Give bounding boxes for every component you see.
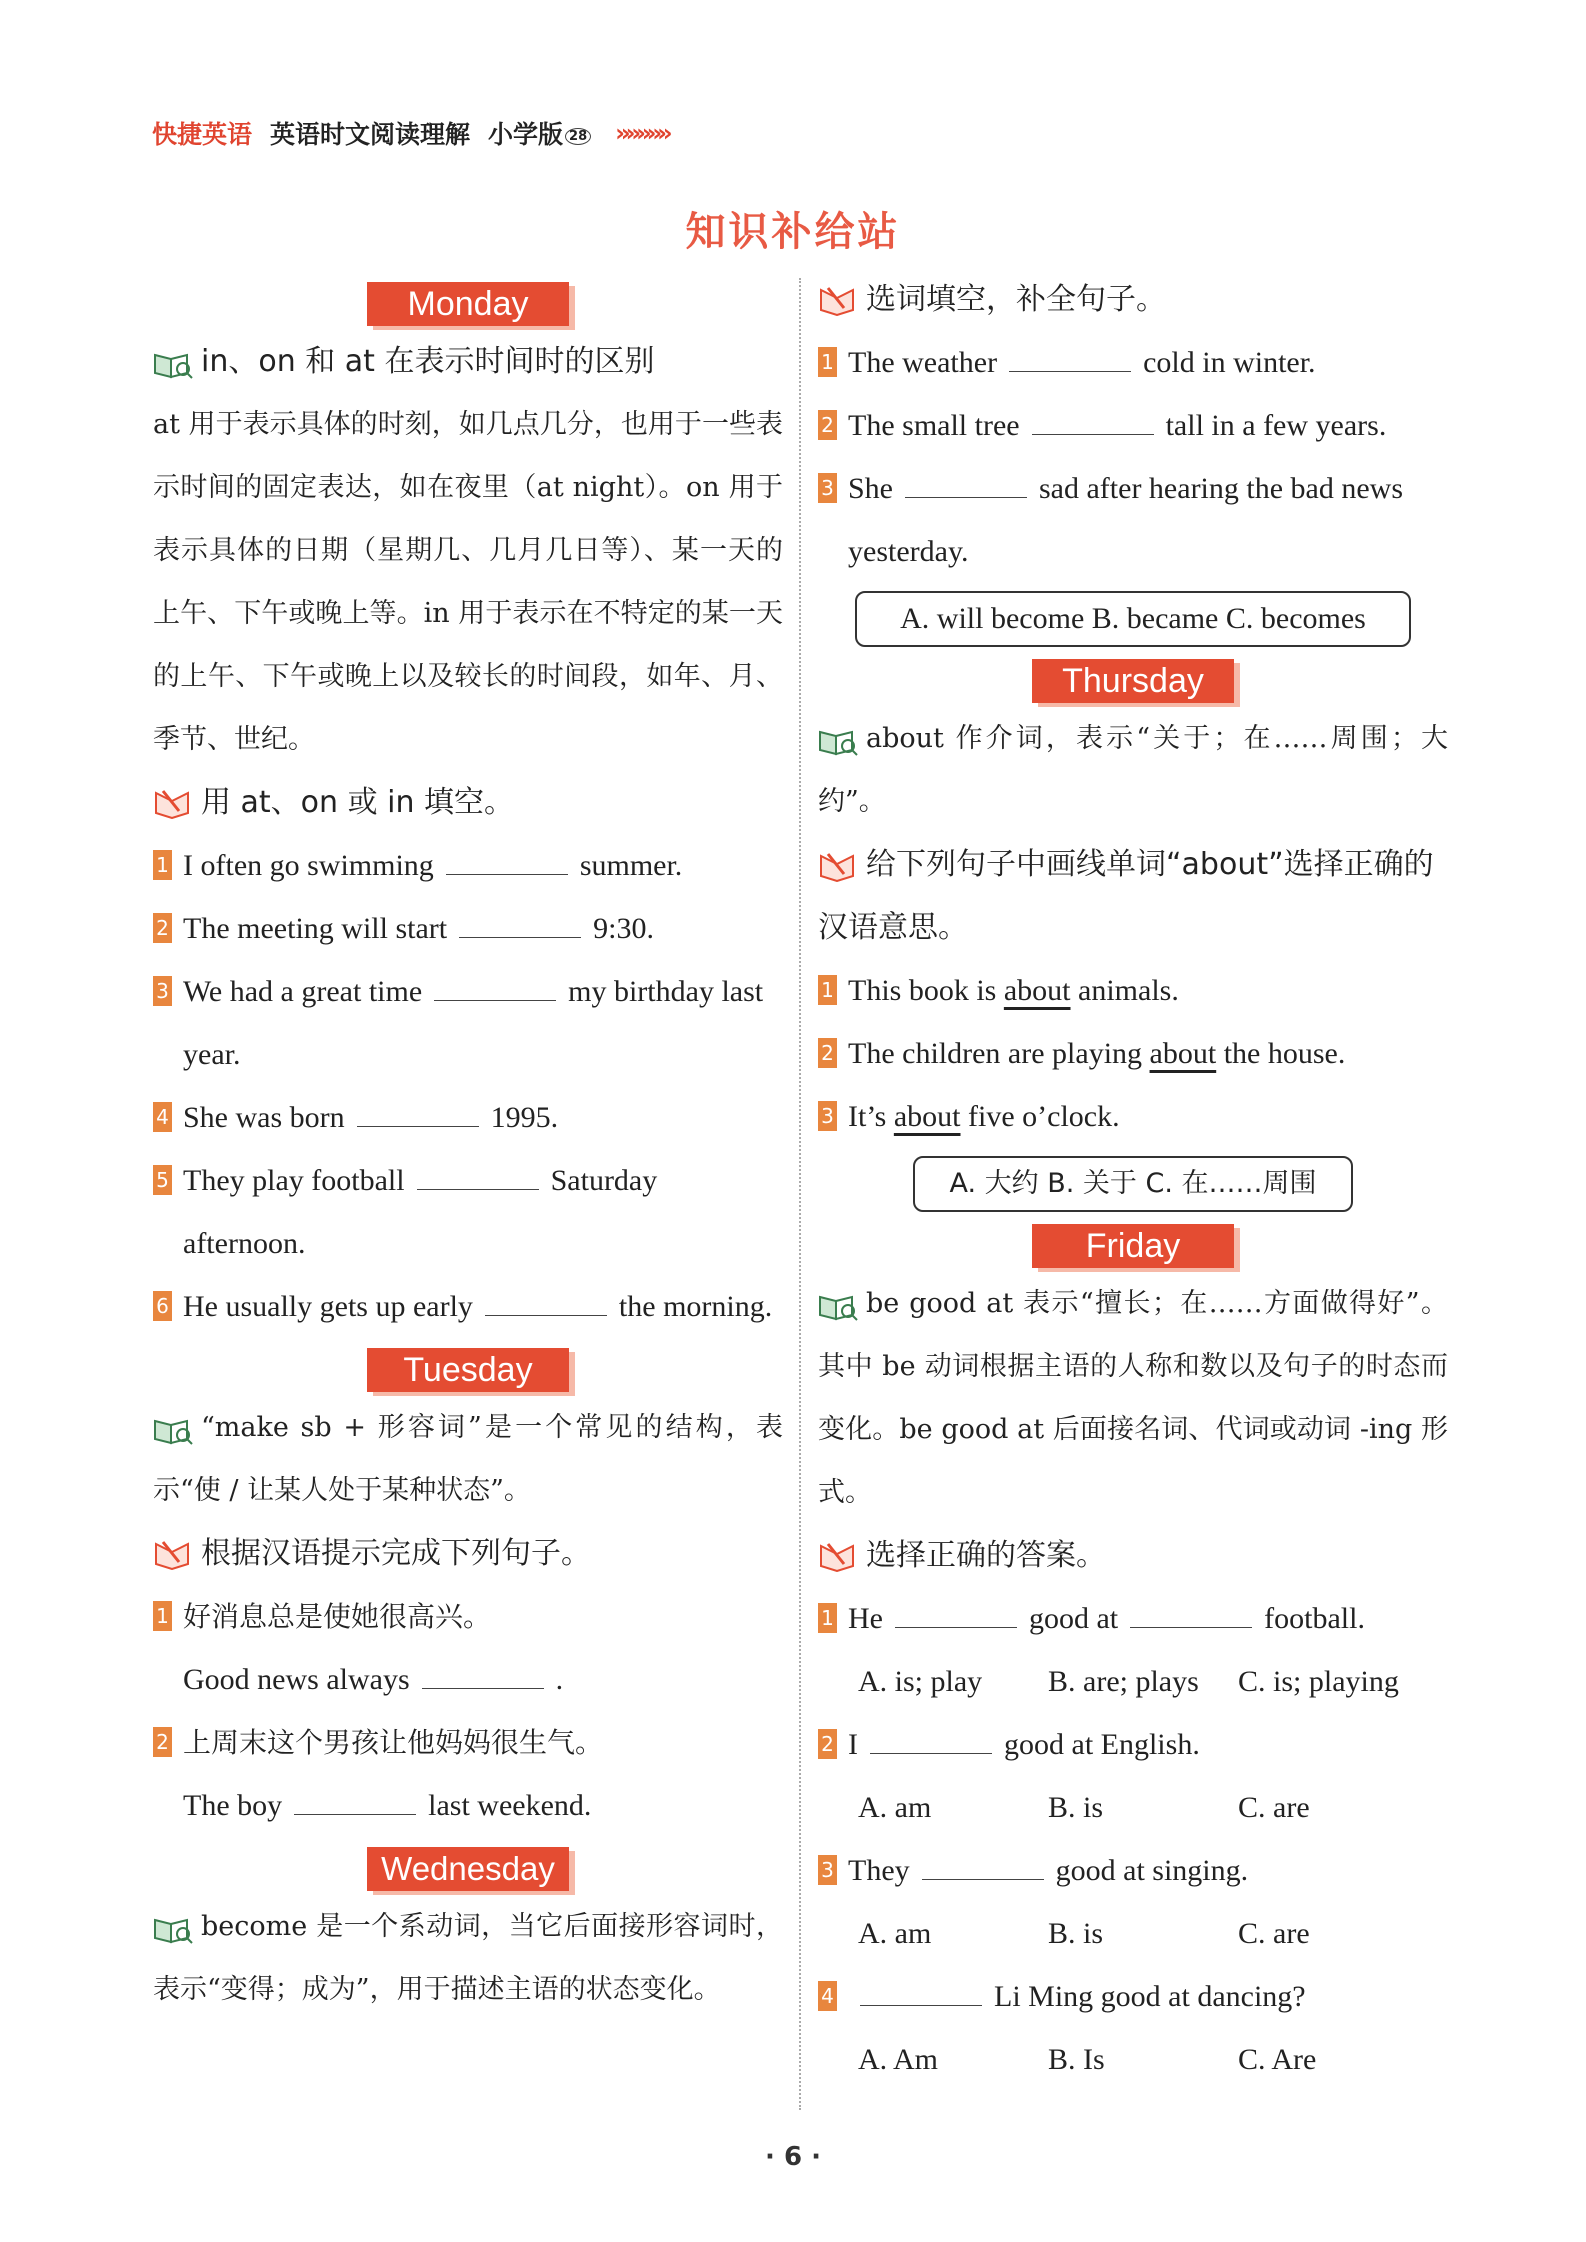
question-item: 3 We had a great time my birthday last year. bbox=[153, 960, 783, 1086]
right-column bbox=[818, 278, 1448, 2091]
day-banner-wednesday: Wednesday bbox=[367, 1847, 569, 1891]
question-number: 2 bbox=[153, 913, 172, 943]
arrows-icon: »»»»» bbox=[615, 119, 668, 147]
task-instruction: 给下列句子中画线单词“about”选择正确的汉语意思。 bbox=[818, 847, 1434, 945]
question-item: 1 He good at football. bbox=[818, 1587, 1448, 1650]
question-item: 4 She was born 1995. bbox=[153, 1086, 783, 1149]
question-item: 5 They play football Saturday afternoon. bbox=[153, 1149, 783, 1275]
task-instruction: 用 at、on 或 in 填空。 bbox=[153, 771, 783, 834]
question-number: 2 bbox=[818, 1038, 837, 1068]
option-a[interactable]: A. is; play bbox=[858, 1665, 983, 1698]
answer-blank[interactable] bbox=[1032, 411, 1154, 435]
edition-number: 28 bbox=[565, 128, 591, 145]
question-item: 3 It’s about five o’clock. bbox=[818, 1085, 1448, 1148]
pencil-icon bbox=[818, 850, 858, 882]
answer-blank[interactable] bbox=[905, 474, 1027, 498]
question-number: 6 bbox=[153, 1291, 172, 1321]
answer-options bbox=[818, 1776, 1448, 1839]
option-c[interactable]: C. Are bbox=[1238, 2043, 1317, 2076]
question-number: 1 bbox=[818, 1603, 837, 1633]
page-title: 知识补给站 bbox=[685, 209, 901, 255]
note-body: at 用于表示具体的时刻，如几点几分，也用于一些表示时间的固定表达，如在夜里（at night）。on 用于表示具体的日期（星期几、几月几日等）、某一天的上午、下午或晚上等。in 用于表示在不特定的某一天的上午、下午或晚上以及较长的时间段，如年、月、季节、世纪。 bbox=[153, 409, 783, 755]
question-number: 2 bbox=[818, 410, 837, 440]
answer-blank[interactable] bbox=[860, 1982, 982, 2006]
question-number: 4 bbox=[818, 1981, 837, 2011]
day-banner-monday: Monday bbox=[367, 282, 569, 326]
answer-blank[interactable] bbox=[895, 1604, 1017, 1628]
underlined-word: about bbox=[893, 1100, 961, 1133]
question-item: 4 Li Ming good at dancing? bbox=[818, 1965, 1448, 2028]
question-item: 1 I often go swimming summer. bbox=[153, 834, 783, 897]
answer-blank[interactable] bbox=[422, 1665, 544, 1689]
question-item: 1 好消息总是使她很高兴。 bbox=[153, 1585, 783, 1648]
question-item: 2 The small tree tall in a few years. bbox=[818, 394, 1448, 457]
book-icon bbox=[153, 1413, 193, 1445]
answer-blank[interactable] bbox=[294, 1791, 416, 1815]
question-item: 1 The weather cold in winter. bbox=[818, 331, 1448, 394]
question-number: 1 bbox=[153, 850, 172, 880]
book-icon bbox=[818, 1289, 858, 1321]
answer-line: The boy last weekend. bbox=[183, 1789, 592, 1822]
task-instruction: 选择正确的答案。 bbox=[818, 1524, 1448, 1587]
pencil-icon bbox=[818, 284, 858, 316]
question-number: 3 bbox=[818, 473, 837, 503]
option-a[interactable]: A. Am bbox=[858, 2043, 939, 2076]
book-header bbox=[152, 113, 668, 153]
page-number: · 6 · bbox=[765, 2142, 821, 2172]
note-body: about 作介词，表示“关于；在……周围；大约”。 bbox=[818, 723, 1448, 817]
option-c[interactable]: C. are bbox=[1238, 1791, 1310, 1824]
note-body: become 是一个系动词，当它后面接形容词时，表示“变得；成为”，用于描述主语的状态变化。 bbox=[153, 1911, 783, 2005]
answer-line: Good news always . bbox=[183, 1663, 564, 1696]
option-b[interactable]: B. is bbox=[1048, 1791, 1104, 1824]
answer-blank[interactable] bbox=[485, 1292, 607, 1316]
question-number: 3 bbox=[818, 1101, 837, 1131]
question-number: 4 bbox=[153, 1102, 172, 1132]
answer-options bbox=[818, 1650, 1448, 1713]
option-b[interactable]: B. Is bbox=[1048, 2043, 1105, 2076]
brand-name: 快捷英语 bbox=[152, 120, 253, 149]
option-c[interactable]: C. are bbox=[1238, 1917, 1310, 1950]
edition-label: 小学版 28 bbox=[488, 115, 591, 151]
answer-blank[interactable] bbox=[446, 851, 568, 875]
task-instruction: 选词填空，补全句子。 bbox=[818, 268, 1448, 331]
question-item: 2 The children are playing about the house. bbox=[818, 1022, 1448, 1085]
options-box: A. 大约 B. 关于 C. 在……周围 bbox=[913, 1156, 1353, 1212]
question-item: 3 She sad after hearing the bad news yesterday. bbox=[818, 457, 1448, 583]
question-number: 3 bbox=[818, 1855, 837, 1885]
answer-options bbox=[818, 2028, 1448, 2091]
question-number: 5 bbox=[153, 1165, 172, 1195]
option-b[interactable]: B. are; plays bbox=[1048, 1665, 1199, 1698]
answer-blank[interactable] bbox=[1009, 348, 1131, 372]
task-instruction: 根据汉语提示完成下列句子。 bbox=[153, 1522, 783, 1585]
note-title: in、on 和 at 在表示时间时的区别 bbox=[153, 330, 783, 393]
question-item: 2 The meeting will start 9:30. bbox=[153, 897, 783, 960]
question-number: 1 bbox=[153, 1601, 172, 1631]
option-a[interactable]: A. am bbox=[858, 1917, 932, 1950]
book-title: 英语时文阅读理解 bbox=[270, 120, 471, 149]
question-number: 2 bbox=[818, 1729, 837, 1759]
question-number: 1 bbox=[818, 347, 837, 377]
book-icon bbox=[153, 347, 193, 379]
pencil-icon bbox=[153, 787, 193, 819]
answer-blank[interactable] bbox=[870, 1730, 992, 1754]
question-item: 2 I good at English. bbox=[818, 1713, 1448, 1776]
pencil-icon bbox=[818, 1540, 858, 1572]
question-number: 1 bbox=[818, 975, 837, 1005]
question-item: 2 上周末这个男孩让他妈妈很生气。 bbox=[153, 1711, 783, 1774]
answer-blank[interactable] bbox=[922, 1856, 1044, 1880]
book-icon bbox=[153, 1912, 193, 1944]
question-item: 1 This book is about animals. bbox=[818, 959, 1448, 1022]
underlined-word: about bbox=[1003, 974, 1071, 1007]
answer-blank[interactable] bbox=[459, 914, 581, 938]
question-item: 3 They good at singing. bbox=[818, 1839, 1448, 1902]
pencil-icon bbox=[153, 1538, 193, 1570]
answer-options bbox=[818, 1902, 1448, 1965]
options-box: A. will become B. became C. becomes bbox=[855, 591, 1411, 647]
book-icon bbox=[818, 724, 858, 756]
question-number: 3 bbox=[153, 976, 172, 1006]
note-body: “make sb + 形容词”是一个常见的结构，表示“使 / 让某人处于某种状态”。 bbox=[153, 1412, 783, 1506]
answer-blank[interactable] bbox=[434, 977, 556, 1001]
column-divider bbox=[799, 278, 801, 2110]
option-b[interactable]: B. is bbox=[1048, 1917, 1104, 1950]
question-item: 6 He usually gets up early the morning. bbox=[153, 1275, 783, 1338]
day-banner-tuesday: Tuesday bbox=[367, 1348, 569, 1392]
day-banner-friday: Friday bbox=[1032, 1224, 1234, 1268]
option-c[interactable]: C. is; playing bbox=[1238, 1665, 1399, 1698]
note-body: be good at 表示“擅长；在……方面做得好”。其中 be 动词根据主语的人称和数以及句子的时态而变化。be good at 后面接名词、代词或动词 -ing 形式。 bbox=[818, 1288, 1448, 1508]
question-number: 2 bbox=[153, 1727, 172, 1757]
option-a[interactable]: A. am bbox=[858, 1791, 932, 1824]
answer-blank[interactable] bbox=[417, 1166, 539, 1190]
underlined-word: about bbox=[1149, 1037, 1217, 1070]
left-column bbox=[153, 278, 783, 2021]
answer-blank[interactable] bbox=[357, 1103, 479, 1127]
answer-blank[interactable] bbox=[1130, 1604, 1252, 1628]
day-banner-thursday: Thursday bbox=[1032, 659, 1234, 703]
